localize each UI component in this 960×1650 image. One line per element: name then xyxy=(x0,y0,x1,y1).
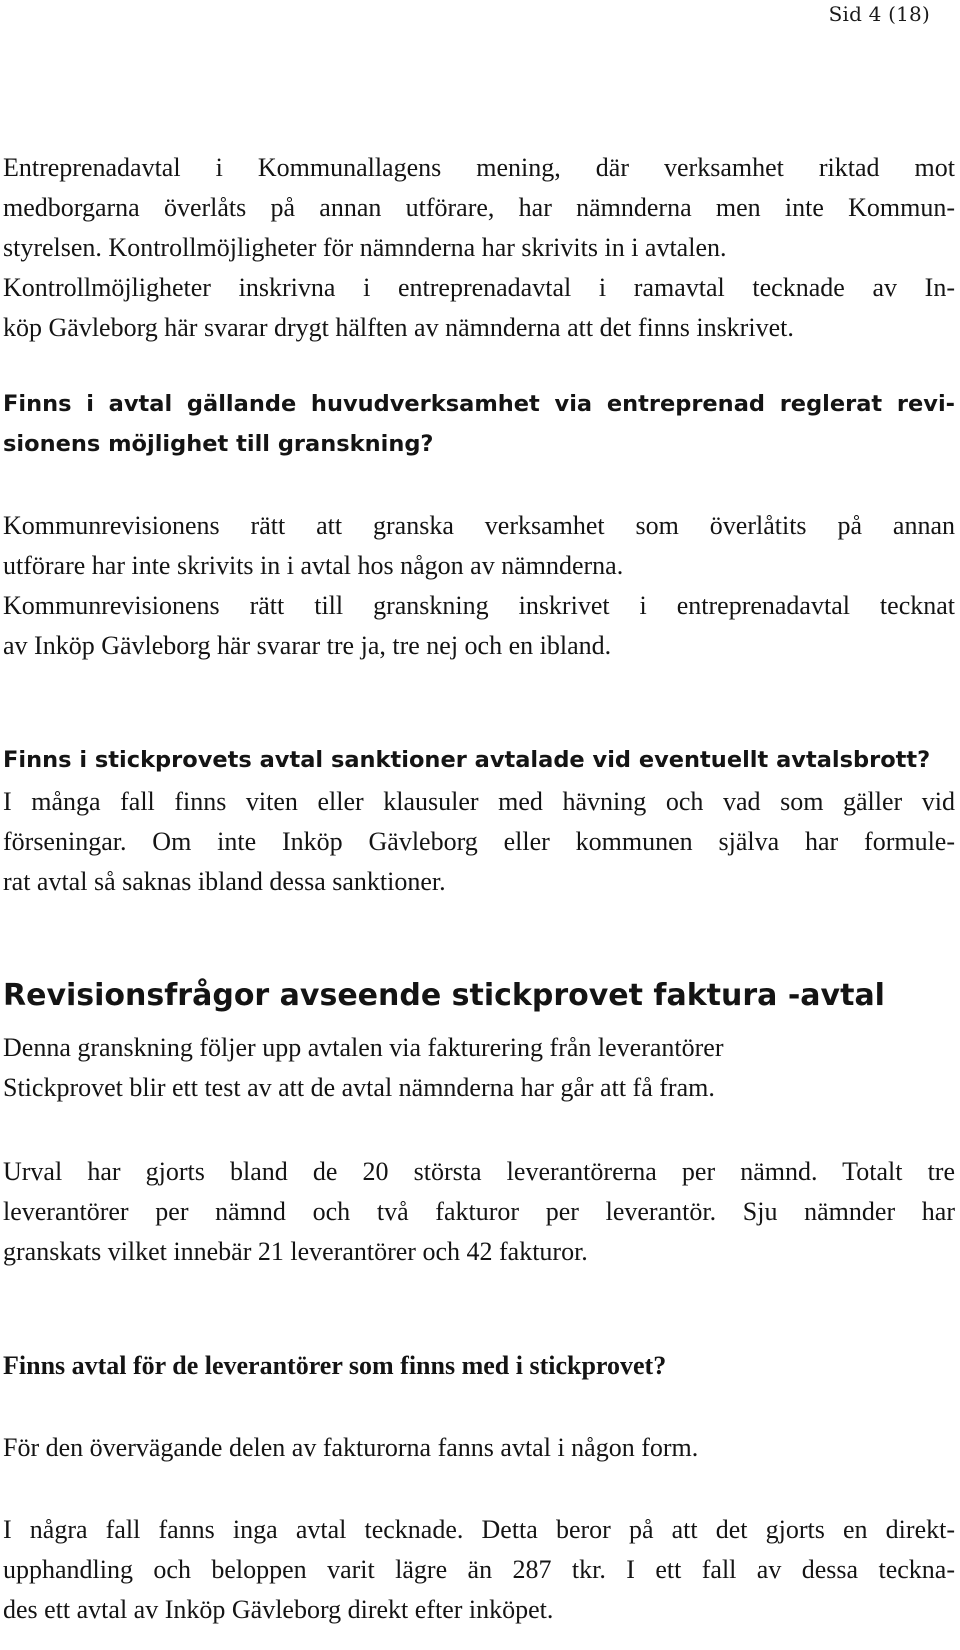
text-line: Denna granskning följer upp avtalen via fakturering från leverantörer xyxy=(3,1033,724,1062)
question-heading-contracts-exist xyxy=(3,1346,955,1386)
paragraph-urval xyxy=(3,1152,955,1272)
text-line: styrelsen. Kontrollmöjligheter för nämnderna har skrivits in i avtalen. xyxy=(3,233,727,262)
paragraph-majority xyxy=(3,1428,955,1468)
text-line: Kommunrevisionens rätt att granska verksamhet som överlåtits på annan xyxy=(3,511,955,540)
text-line: granskats vilket innebär 21 leverantörer och 42 fakturor. xyxy=(3,1237,588,1266)
paragraph-entreprenadavtal xyxy=(3,148,955,348)
text-line: av Inköp Gävleborg här svarar tre ja, tre nej och en ibland. xyxy=(3,631,612,660)
text-line: des ett avtal av Inköp Gävleborg direkt efter inköpet. xyxy=(3,1595,554,1624)
question-heading-revision-access xyxy=(3,384,955,464)
text-line: Entreprenadavtal i Kommunallagens mening, där verksamhet riktad mot xyxy=(3,153,955,182)
text-line: rat avtal så saknas ibland dessa sanktioner. xyxy=(3,867,446,896)
text-line: Urval har gjorts bland de 20 största leverantörerna per nämnd. Totalt tre xyxy=(3,1157,955,1186)
text-line: För den övervägande delen av fakturorna fanns avtal i någon form. xyxy=(3,1433,699,1462)
paragraph-kommunrevisionen xyxy=(3,506,955,666)
paragraph-no-contracts xyxy=(3,1510,955,1630)
text-line: I många fall finns viten eller klausuler med hävning och vad som gäller vid xyxy=(3,787,955,816)
text-line: Kommunrevisionens rätt till granskning inskrivet i entreprenadavtal tecknat xyxy=(3,591,955,620)
text-line: Kontrollmöjligheter inskrivna i entreprenadavtal i ramavtal tecknade av In- xyxy=(3,273,955,302)
section-title-text: Revisionsfrågor avseende stickprovet faktura -avtal xyxy=(3,978,885,1013)
text-line: I några fall fanns inga avtal tecknade. Detta beror på att det gjorts en direkt- xyxy=(3,1515,955,1544)
text-line: köp Gävleborg här svarar drygt hälften av nämnderna att det finns inskrivet. xyxy=(3,313,794,342)
text-line: leverantörer per nämnd och två fakturor per leverantör. Sju nämnder har xyxy=(3,1197,955,1226)
text-line: medborgarna överlåts på annan utförare, har nämnderna men inte Kommun- xyxy=(3,193,955,222)
paragraph-granskning xyxy=(3,1028,955,1108)
heading-line: Finns i avtal gällande huvudverksamhet via entreprenad reglerat revi- xyxy=(3,391,955,417)
heading-line: sionens möjlighet till granskning? xyxy=(3,431,434,457)
paragraph-sanctions xyxy=(3,782,955,902)
text-line: Stickprovet blir ett test av att de avtal nämnderna har går att få fram. xyxy=(3,1073,715,1102)
heading-text: Finns avtal för de leverantörer som finns med i stickprovet? xyxy=(3,1351,667,1380)
question-heading-sanctions xyxy=(3,740,955,780)
text-line: upphandling och beloppen varit lägre än 287 tkr. I ett fall av dessa teckna- xyxy=(3,1555,955,1584)
page-number: Sid 4 (18) xyxy=(828,2,930,26)
text-line: förseningar. Om inte Inköp Gävleborg eller kommunen själva har formule- xyxy=(3,827,955,856)
section-title xyxy=(3,974,955,1018)
text-line: utförare har inte skrivits in i avtal hos någon av nämnderna. xyxy=(3,551,624,580)
heading-line: Finns i stickprovets avtal sanktioner avtalade vid eventuellt avtalsbrott? xyxy=(3,747,931,773)
